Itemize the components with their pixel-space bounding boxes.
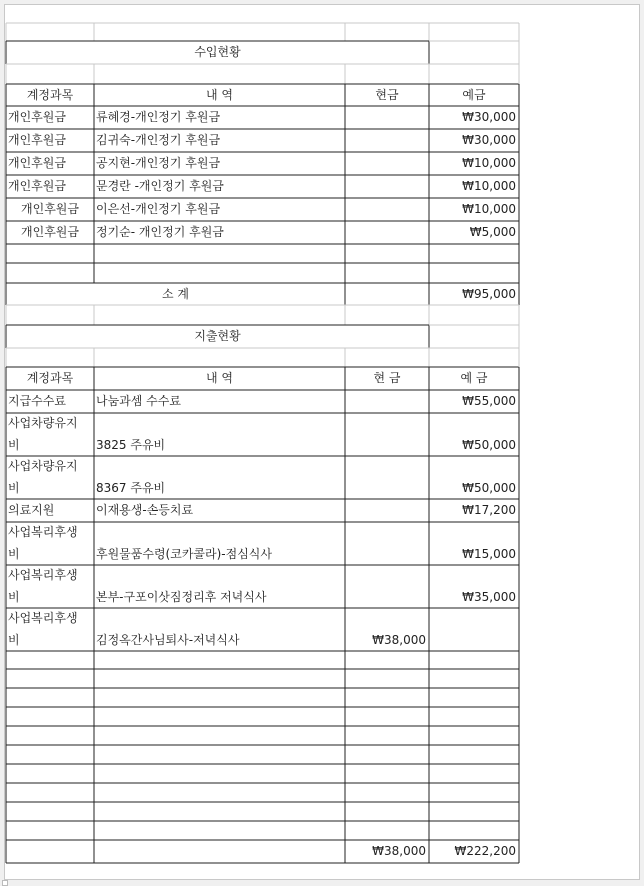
- income-row-details: 공지현-개인정기 후원금: [96, 156, 221, 170]
- expense-row-cash: [345, 499, 429, 522]
- expense-row-cash: [345, 435, 429, 457]
- expense-row-details: 8367 주유비: [96, 480, 166, 495]
- expense-row-account-line1: 지급수수료: [8, 394, 66, 408]
- income-row-cash: [345, 106, 429, 129]
- expense-row-deposit: [429, 630, 519, 652]
- income-row-cash: [345, 152, 429, 175]
- expense-row-account-line1: 사업차량유지: [8, 459, 78, 473]
- expense-row-account-line1: 사업차량유지: [8, 416, 78, 430]
- expense-row-details: 나눔과셈 수수료: [96, 394, 181, 408]
- income-row-details: 이은선-개인정기 후원금: [96, 202, 221, 216]
- expense-row-deposit: ₩50,000: [462, 437, 516, 452]
- income-row-deposit: ₩30,000: [462, 110, 516, 124]
- income-row-cash: [345, 221, 429, 244]
- expense-row-account-line2: 비: [8, 437, 20, 452]
- expense-row-account-line1: 사업복리후생: [8, 525, 78, 539]
- expense-row-cash: ₩38,000: [372, 632, 426, 647]
- expense-row-deposit: ₩17,200: [462, 503, 516, 517]
- income-row-account: 개인후원금: [21, 202, 79, 216]
- expense-row-details: 3825 주유비: [96, 437, 166, 452]
- expense-row-account-line2: 비: [8, 589, 20, 604]
- income-row-deposit: ₩30,000: [462, 133, 516, 147]
- expense-row-details: 본부-구포이삿짐정리후 저녁식사: [96, 589, 267, 604]
- expense-row-cash: [345, 544, 429, 566]
- income-row-deposit: ₩10,000: [462, 156, 516, 170]
- income-row-account: 개인후원금: [8, 179, 66, 193]
- income-header-account: 계정과목: [26, 88, 74, 102]
- income-title: 수입현황: [194, 45, 241, 59]
- income-row-cash: [345, 198, 429, 221]
- income-header-details: 내 역: [206, 88, 233, 102]
- income-row-account: 개인후원금: [8, 156, 66, 170]
- income-row-details: 문경란 -개인정기 후원금: [96, 179, 224, 193]
- income-subtotal-deposit: ₩95,000: [462, 287, 516, 301]
- expense-row-account-line1: 사업복리후생: [8, 611, 78, 625]
- page-corner-marker: [2, 880, 8, 886]
- income-row-details: 정기순- 개인정기 후원금: [96, 225, 224, 239]
- income-row-deposit: ₩10,000: [462, 179, 516, 193]
- expense-row-deposit: ₩15,000: [462, 546, 516, 561]
- expense-row-account-line1: 의료지원: [8, 503, 55, 517]
- expense-row-cash: [345, 390, 429, 413]
- expense-row-cash: [345, 478, 429, 500]
- expense-total-cash: ₩38,000: [372, 844, 426, 858]
- income-row-cash: [345, 129, 429, 152]
- spreadsheet-page: [4, 4, 640, 880]
- income-row-deposit: ₩5,000: [469, 225, 516, 239]
- expense-row-details: 김정옥간사님퇴사-저녁식사: [96, 632, 240, 647]
- expense-row-account-line2: 비: [8, 480, 20, 495]
- expense-row-deposit: ₩55,000: [462, 394, 516, 408]
- income-header-deposit: 예금: [462, 88, 486, 102]
- expense-row-details: 후원물품수령(코카콜라)-점심식사: [96, 546, 272, 561]
- expense-title: 지출현황: [194, 329, 241, 343]
- expense-header-details: 내 역: [206, 371, 233, 385]
- income-row-details: 김귀숙-개인정기 후원금: [96, 133, 221, 147]
- income-row-account: 개인후원금: [8, 133, 66, 147]
- expense-row-deposit: ₩35,000: [462, 589, 516, 604]
- expense-row-account-line1: 사업복리후생: [8, 568, 78, 582]
- expense-header-account: 계정과목: [26, 371, 74, 385]
- expense-row-cash: [345, 587, 429, 609]
- expense-row-account-line2: 비: [8, 546, 20, 561]
- income-subtotal-label: 소 계: [162, 287, 189, 301]
- income-row-deposit: ₩10,000: [462, 202, 516, 216]
- income-row-account: 개인후원금: [8, 110, 66, 124]
- income-header-cash: 현금: [375, 88, 399, 102]
- expense-row-deposit: ₩50,000: [462, 480, 516, 495]
- expense-header-cash: 현 금: [373, 371, 401, 385]
- income-row-details: 류혜경-개인정기 후원금: [96, 110, 221, 124]
- expense-row-account-line2: 비: [8, 632, 20, 647]
- expense-header-deposit: 예 금: [460, 371, 488, 385]
- expense-total-deposit: ₩222,200: [454, 844, 516, 858]
- income-row-account: 개인후원금: [21, 225, 79, 239]
- income-row-cash: [345, 175, 429, 198]
- expense-row-details: 이재용생-손등치료: [96, 503, 194, 517]
